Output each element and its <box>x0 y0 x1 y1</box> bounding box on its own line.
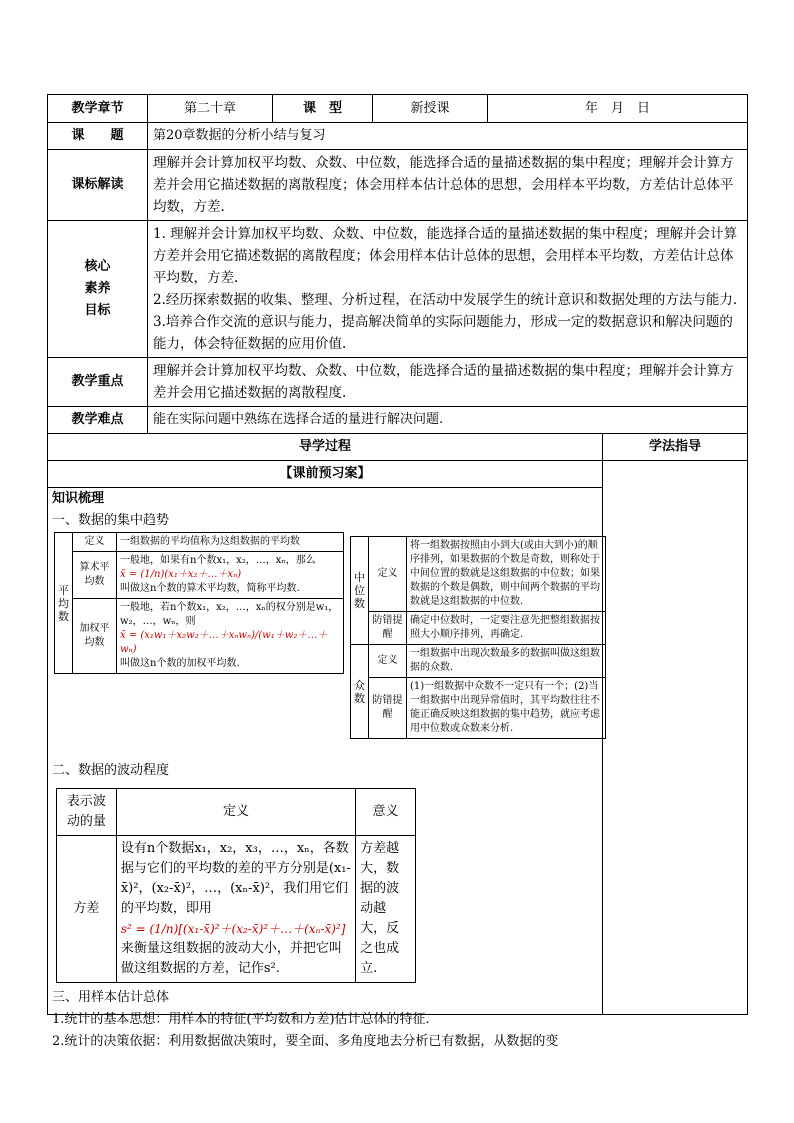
weighted-formula: x̄ = (x₁w₁＋x₂w₂＋…＋xₙwₙ)/(w₁＋w₂＋…＋wₙ) <box>120 630 328 655</box>
lesson-plan-table <box>47 94 748 1049</box>
mode-pitfall-text: (1)一组数据中众数不一定只有一个；(2)当一组数据中出现异常值时，其平均数往往不能正确反映这组数据的集中趋势，就应考虑用中位数或众数来分析. <box>407 678 606 739</box>
section-3-title: 三、用样本估计总体 <box>52 990 170 1005</box>
core-goals <box>148 221 748 358</box>
mode-pitfall-label: 防错提醒 <box>369 678 407 739</box>
median-pitfall-label: 防错提醒 <box>369 612 407 645</box>
core-label <box>48 221 148 358</box>
difficulty-label: 教学难点 <box>48 407 148 434</box>
mode-def-label: 定义 <box>369 645 407 678</box>
core-item-2: 2.经历探索数据的收集、整理、分析过程，在活动中发展学生的统计意识和数据处理的方法与能力. <box>153 292 738 308</box>
variance-table <box>56 788 416 983</box>
date-value: 年 月 日 <box>488 95 748 123</box>
type-value: 新授课 <box>373 95 488 123</box>
arith-label: 算术平均数 <box>73 552 117 599</box>
median-mode-table <box>350 536 606 739</box>
weighted-cell <box>117 599 344 674</box>
weighted-text-2: 叫做这n个数的加权平均数. <box>120 658 240 669</box>
median-pitfall-text: 确定中位数时，一定要注意先把整组数据按照大小顺序排列，再确定. <box>407 612 606 645</box>
section-1-title: 一、数据的集中趋势 <box>52 513 170 528</box>
variance-col-2: 定义 <box>116 789 355 836</box>
weighted-text-1: 一般地，若n个数x₁，x₂，…，xₙ的权分别是w₁，w₂，…，wₙ，则 <box>120 602 339 627</box>
median-def-label: 定义 <box>369 537 407 612</box>
mean-def-text: 一组数据的平均值称为这组数据的平均数 <box>117 533 344 552</box>
arith-cell <box>117 552 344 599</box>
arith-formula: x̄ = (1/n)(x₁＋x₂＋…＋xₙ) <box>120 569 242 580</box>
weighted-label: 加权平均数 <box>73 599 117 674</box>
chapter-value: 第二十章 <box>148 95 273 123</box>
topic-value: 第20章数据的分析小结与复习 <box>148 123 748 150</box>
chapter-label: 教学章节 <box>48 95 148 123</box>
line-3-2: 2.统计的决策依据：利用数据做决策时，要全面、多角度地去分析已有数据，从数据的变 <box>52 1034 559 1049</box>
arith-text-1: 一般地，如果有n个数x₁，x₂，…，xₙ，那么 <box>120 555 316 566</box>
core-item-1: 1. 理解并会计算加权平均数、众数、中位数，能选择合适的量描述数据的集中程度；理解并会计算方差并会用它描述数据的离散程度；体会用样本估计总体的思想，会用样本平均数，方差估计总体平均数，方差. <box>153 226 738 286</box>
preview-content <box>48 488 603 1049</box>
median-def-text: 将一组数据按照由小到大(或由大到小)的顺序排列，如果数据的个数是奇数，则称处于中间位置的数就是这组数据的中位数；如果数据的个数是偶数，则中间两个数据的平均数就是这组数据的中位数. <box>407 537 606 612</box>
variance-formula: s² = (1/n)[(x₁-x̄)²＋(x₂-x̄)²＋…＋(xₙ-x̄)²] <box>120 922 346 936</box>
mode-group-label: 众数 <box>351 645 369 739</box>
variance-col-3: 意义 <box>356 789 416 836</box>
variance-col-1: 表示波动的量 <box>57 789 117 836</box>
variance-def-1: 设有n个数据x₁，x₂，x₃，…，xₙ，各数据与它们的平均数的差的平方分别是(x₁-x̄)²，(x₂-x̄)²，…，(xₙ-x̄)²，我们用它们的平均数，即用 <box>120 841 351 916</box>
mean-table <box>54 532 344 674</box>
mean-def-label: 定义 <box>73 533 117 552</box>
variance-row-label: 方差 <box>57 836 117 983</box>
arith-text-2: 叫做这n个数的算术平均数，简称平均数. <box>120 583 300 594</box>
variance-meaning: 方差越大，数据的波动越大，反之也成立. <box>356 836 416 983</box>
median-group-label: 中位数 <box>351 537 369 645</box>
standard-label: 课标解读 <box>48 150 148 221</box>
preview-title: 【课前预习案】 <box>48 461 603 488</box>
type-label: 课 型 <box>273 95 373 123</box>
mean-group-label: 平均数 <box>55 533 73 674</box>
key-value: 理解并会计算加权平均数、众数、中位数，能选择合适的量描述数据的集中程度；理解并会计算方差并会用它描述数据的离散程度. <box>148 358 748 407</box>
method-header: 学法指导 <box>603 434 748 461</box>
section-2-title: 二、数据的波动程度 <box>52 763 170 778</box>
topic-label: 课 题 <box>48 123 148 150</box>
core-item-3: 3.培养合作交流的意识与能力，提高解决简单的实际问题能力，形成一定的数据意识和解决问题的能力，体会特征数据的应用价值. <box>153 314 733 352</box>
standard-value: 理解并会计算加权平均数、众数、中位数，能选择合适的量描述数据的集中程度；理解并会计算方差并会用它描述数据的离散程度；体会用样本估计总体的思想，会用样本平均数，方差估计总体平均数，方差. <box>148 150 748 221</box>
method-column <box>603 461 748 1015</box>
process-header: 导学过程 <box>48 434 603 461</box>
difficulty-value: 能在实际问题中熟练在选择合适的量进行解决问题. <box>148 407 748 434</box>
mode-def-text: 一组数据中出现次数最多的数据叫做这组数据的众数. <box>407 645 606 678</box>
core-label-2: 素养 <box>84 281 111 296</box>
core-label-1: 核心 <box>84 259 111 274</box>
key-label: 教学重点 <box>48 358 148 407</box>
knowledge-title: 知识梳理 <box>52 491 105 506</box>
core-label-3: 目标 <box>84 303 111 318</box>
variance-def-2: 来衡量这组数据的波动大小，并把它叫做这组数据的方差，记作s². <box>120 941 342 976</box>
variance-def-cell <box>116 836 355 983</box>
line-3-1: 1.统计的基本思想：用样本的特征(平均数和方差)估计总体的特征. <box>52 1012 430 1027</box>
